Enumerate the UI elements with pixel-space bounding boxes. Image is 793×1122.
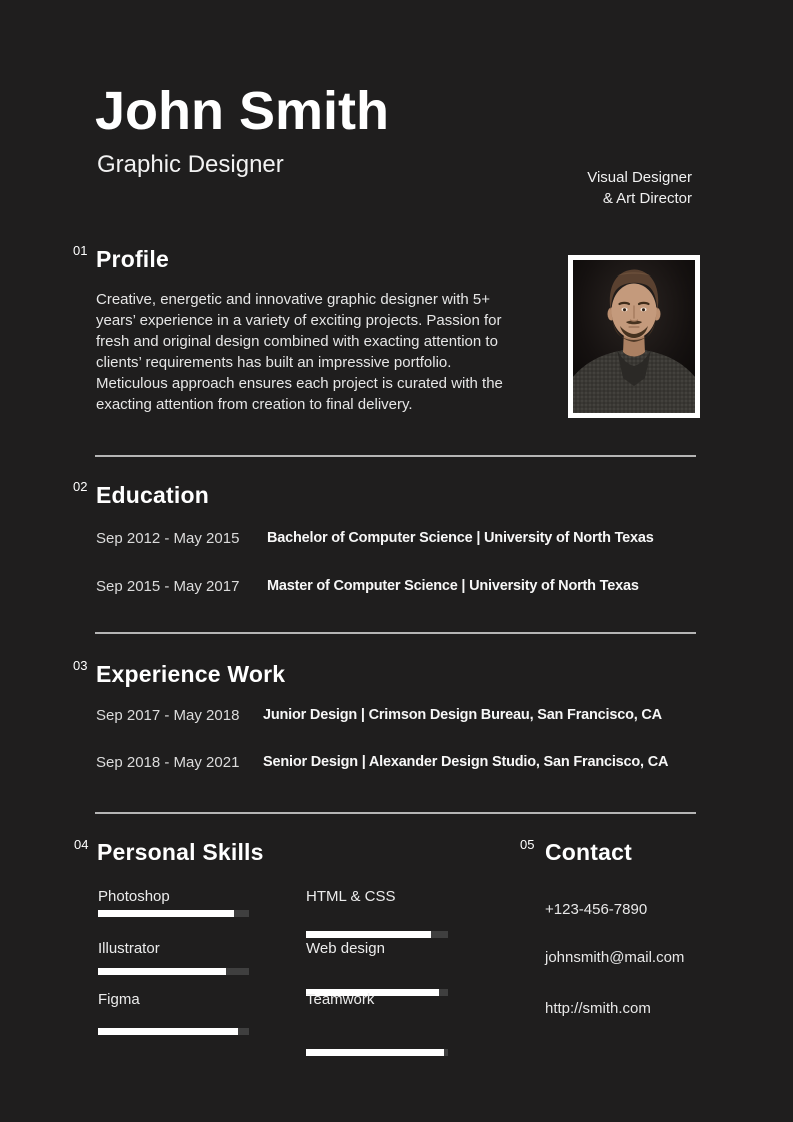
- experience-row-detail: Junior Design | Crimson Design Bureau, San Francisco, CA: [263, 707, 662, 723]
- skill-bar: [98, 968, 249, 975]
- skills-section-number: 04: [74, 837, 89, 852]
- skill-label: Teamwork: [306, 991, 375, 1008]
- skill-label: HTML & CSS: [306, 888, 396, 905]
- skill-bar-fill: [306, 931, 431, 938]
- education-section-number: 02: [73, 479, 88, 494]
- education-row-detail: Master of Computer Science | University of North Texas: [267, 578, 639, 594]
- person-job-title: Graphic Designer: [97, 151, 284, 178]
- skill-label: Illustrator: [98, 940, 160, 957]
- experience-row-detail: Senior Design | Alexander Design Studio, San Francisco, CA: [263, 754, 669, 770]
- tagline-line-2: & Art Director: [602, 190, 692, 207]
- profile-section-heading: Profile: [96, 246, 169, 272]
- education-section-heading: Education: [96, 482, 209, 508]
- divider: [95, 632, 696, 634]
- skill-bar-fill: [98, 1028, 238, 1035]
- profile-photo: [568, 255, 700, 418]
- skill-bar: [306, 931, 448, 938]
- contact-email: johnsmith@mail.com: [545, 949, 685, 966]
- education-row-detail: Bachelor of Computer Science | University of North Texas: [267, 530, 654, 546]
- portrait-illustration: [573, 260, 695, 413]
- profile-paragraph: Creative, energetic and innovative graphic designer with 5+ years’ experience in a variety of exciting projects. Passion for fresh and original design combined with exacting attention to clients’ requirements has built an impressive portfolio. Meticulous approach ensures each project is curated with the exacting attention from creation to final delivery.: [96, 291, 503, 413]
- contact-section-number: 05: [520, 837, 535, 852]
- experience-section-number: 03: [73, 658, 88, 673]
- person-name: John Smith: [95, 81, 389, 141]
- skill-bar: [98, 1028, 249, 1035]
- experience-section-heading: Experience Work: [96, 661, 286, 687]
- divider: [95, 812, 696, 814]
- divider: [95, 455, 696, 457]
- profile-section-number: 01: [73, 243, 88, 258]
- skill-label: Figma: [98, 991, 140, 1008]
- skill-bar-fill: [98, 968, 226, 975]
- skill-label: Photoshop: [98, 888, 170, 905]
- tagline: [587, 167, 692, 209]
- experience-row-dates: Sep 2017 - May 2018: [96, 707, 240, 724]
- skills-section-heading: Personal Skills: [97, 839, 264, 865]
- skill-label: Web design: [306, 940, 385, 957]
- tagline-line-1: Visual Designer: [587, 169, 692, 186]
- contact-section-heading: Contact: [545, 839, 633, 865]
- contact-website: http://smith.com: [545, 1000, 651, 1017]
- education-row-dates: Sep 2012 - May 2015: [96, 530, 240, 547]
- skill-bar-fill: [98, 910, 234, 917]
- skill-bar: [306, 1049, 448, 1056]
- skill-bar-fill: [306, 1049, 444, 1056]
- contact-phone: +123-456-7890: [545, 901, 648, 918]
- skill-bar: [98, 910, 249, 917]
- experience-row-dates: Sep 2018 - May 2021: [96, 754, 240, 771]
- education-row-dates: Sep 2015 - May 2017: [96, 578, 240, 595]
